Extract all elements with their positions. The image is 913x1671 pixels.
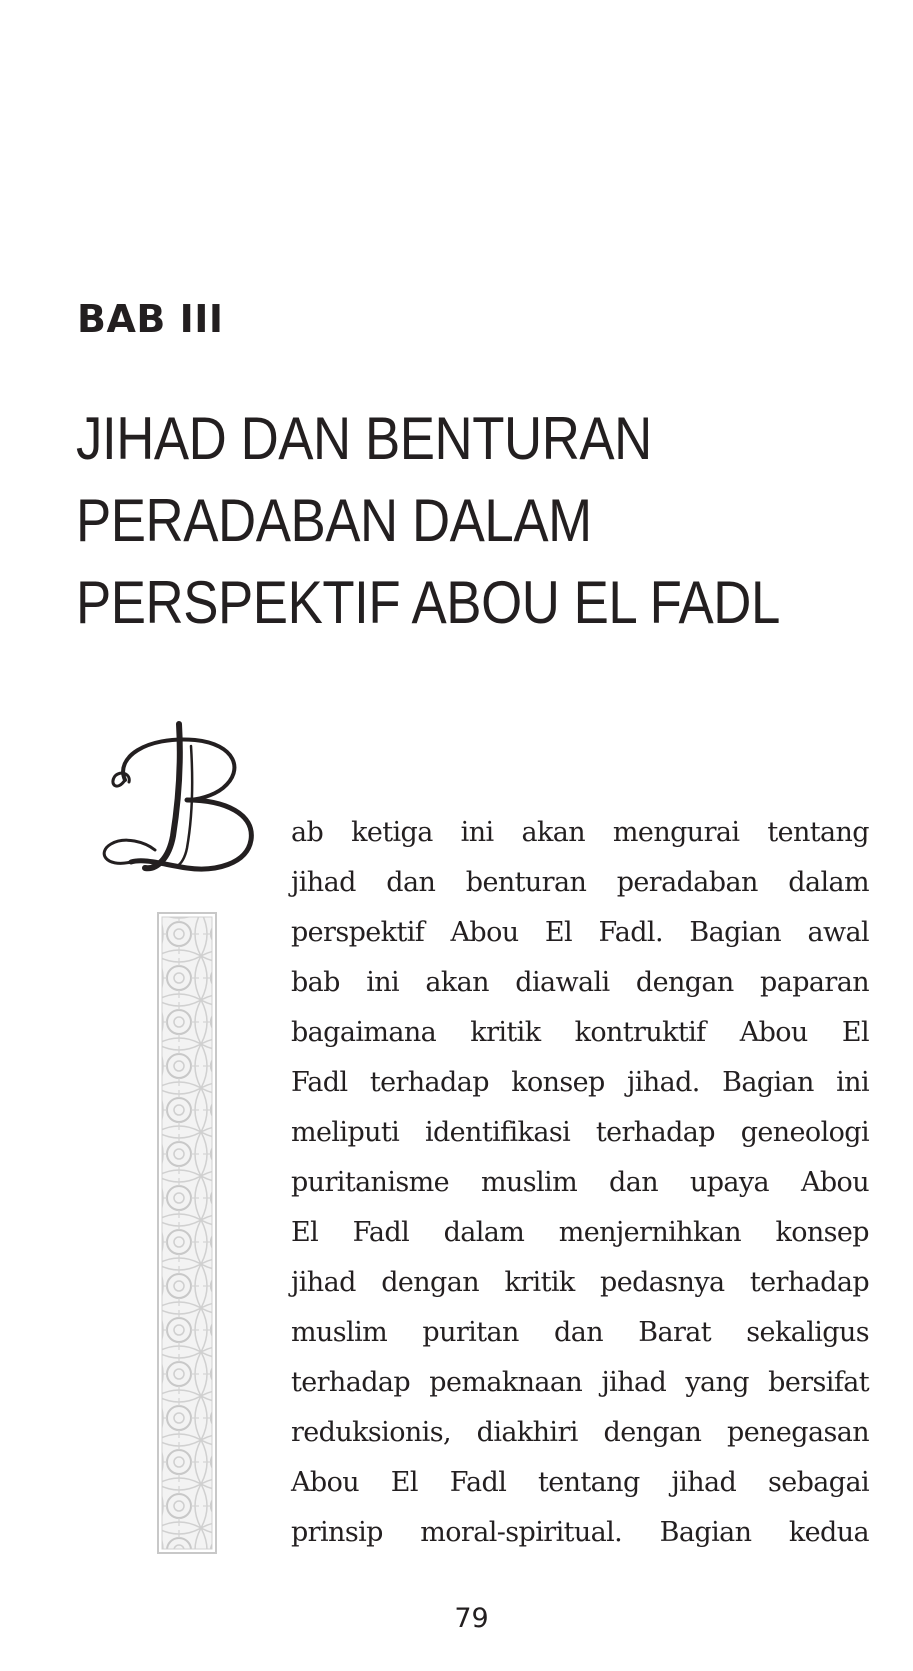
body-line: terhadap pemaknaan jihad yang bersifat	[291, 1367, 869, 1398]
page-number: 79	[454, 1603, 489, 1634]
body-line: reduksionis, diakhiri dengan penegasan	[291, 1417, 869, 1448]
chapter-title	[76, 398, 798, 644]
body-paragraph	[291, 808, 869, 1558]
body-line: muslim puritan dan Barat sekaligus	[291, 1317, 869, 1348]
chapter-label: BAB III	[77, 297, 224, 341]
body-line: meliputi identifikasi terhadap geneologi	[291, 1117, 869, 1148]
dropcap-letter-b	[95, 718, 265, 888]
body-line: jihad dengan kritik pedasnya terhadap	[291, 1267, 869, 1298]
body-line: Abou El Fadl tentang jihad sebagai	[291, 1467, 869, 1498]
body-line: jihad dan benturan peradaban dalam	[291, 867, 869, 898]
body-line: ab ketiga ini akan mengurai tentang	[291, 817, 869, 848]
body-line: Fadl terhadap konsep jihad. Bagian ini	[291, 1067, 869, 1098]
body-line: bab ini akan diawali dengan paparan	[291, 967, 869, 998]
chapter-title-line: PERADABAN DALAM	[76, 487, 592, 554]
ornament-band	[157, 912, 217, 1554]
body-line: bagaimana kritik kontruktif Abou El	[291, 1017, 869, 1048]
body-line: prinsip moral-spiritual. Bagian kedua	[291, 1517, 869, 1548]
body-line: perspektif Abou El Fadl. Bagian awal	[291, 917, 869, 948]
chapter-title-line: JIHAD DAN BENTURAN	[76, 405, 652, 472]
body-line: puritanisme muslim dan upaya Abou	[291, 1167, 869, 1198]
body-line: El Fadl dalam menjernihkan konsep	[291, 1217, 869, 1248]
chapter-title-line: PERSPEKTIF ABOU EL FADL	[76, 569, 780, 636]
